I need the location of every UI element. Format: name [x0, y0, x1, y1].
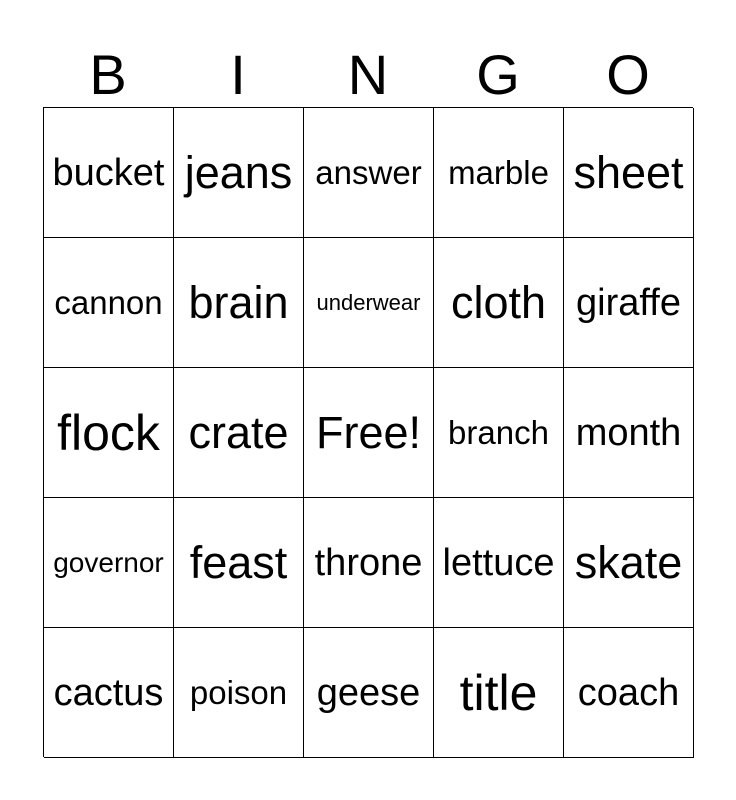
bingo-cell: throne — [304, 498, 434, 628]
bingo-cell: bucket — [44, 108, 174, 238]
bingo-cell: feast — [174, 498, 304, 628]
bingo-cell: cactus — [44, 628, 174, 758]
header-letter-n: N — [347, 43, 389, 106]
bingo-header — [43, 44, 693, 106]
bingo-cell: answer — [304, 108, 434, 238]
bingo-cell: skate — [564, 498, 694, 628]
header-letter-o: O — [606, 43, 650, 106]
bingo-cell: poison — [174, 628, 304, 758]
bingo-cell: jeans — [174, 108, 304, 238]
bingo-cell: crate — [174, 368, 304, 498]
bingo-cell: marble — [434, 108, 564, 238]
bingo-cell: flock — [44, 368, 174, 498]
bingo-cell: title — [434, 628, 564, 758]
header-letter-i: I — [230, 43, 246, 106]
bingo-cell: cannon — [44, 238, 174, 368]
bingo-cell: cloth — [434, 238, 564, 368]
header-letter-g: G — [476, 43, 520, 106]
bingo-cell: governor — [44, 498, 174, 628]
bingo-cell: geese — [304, 628, 434, 758]
bingo-cell: lettuce — [434, 498, 564, 628]
bingo-cell: giraffe — [564, 238, 694, 368]
bingo-cell: coach — [564, 628, 694, 758]
header-letter-b: B — [89, 43, 127, 106]
bingo-cell: branch — [434, 368, 564, 498]
bingo-card — [43, 107, 693, 757]
bingo-cell: sheet — [564, 108, 694, 238]
bingo-cell: month — [564, 368, 694, 498]
bingo-cell: underwear — [304, 238, 434, 368]
bingo-cell: brain — [174, 238, 304, 368]
free-space-cell: Free! — [304, 368, 434, 498]
